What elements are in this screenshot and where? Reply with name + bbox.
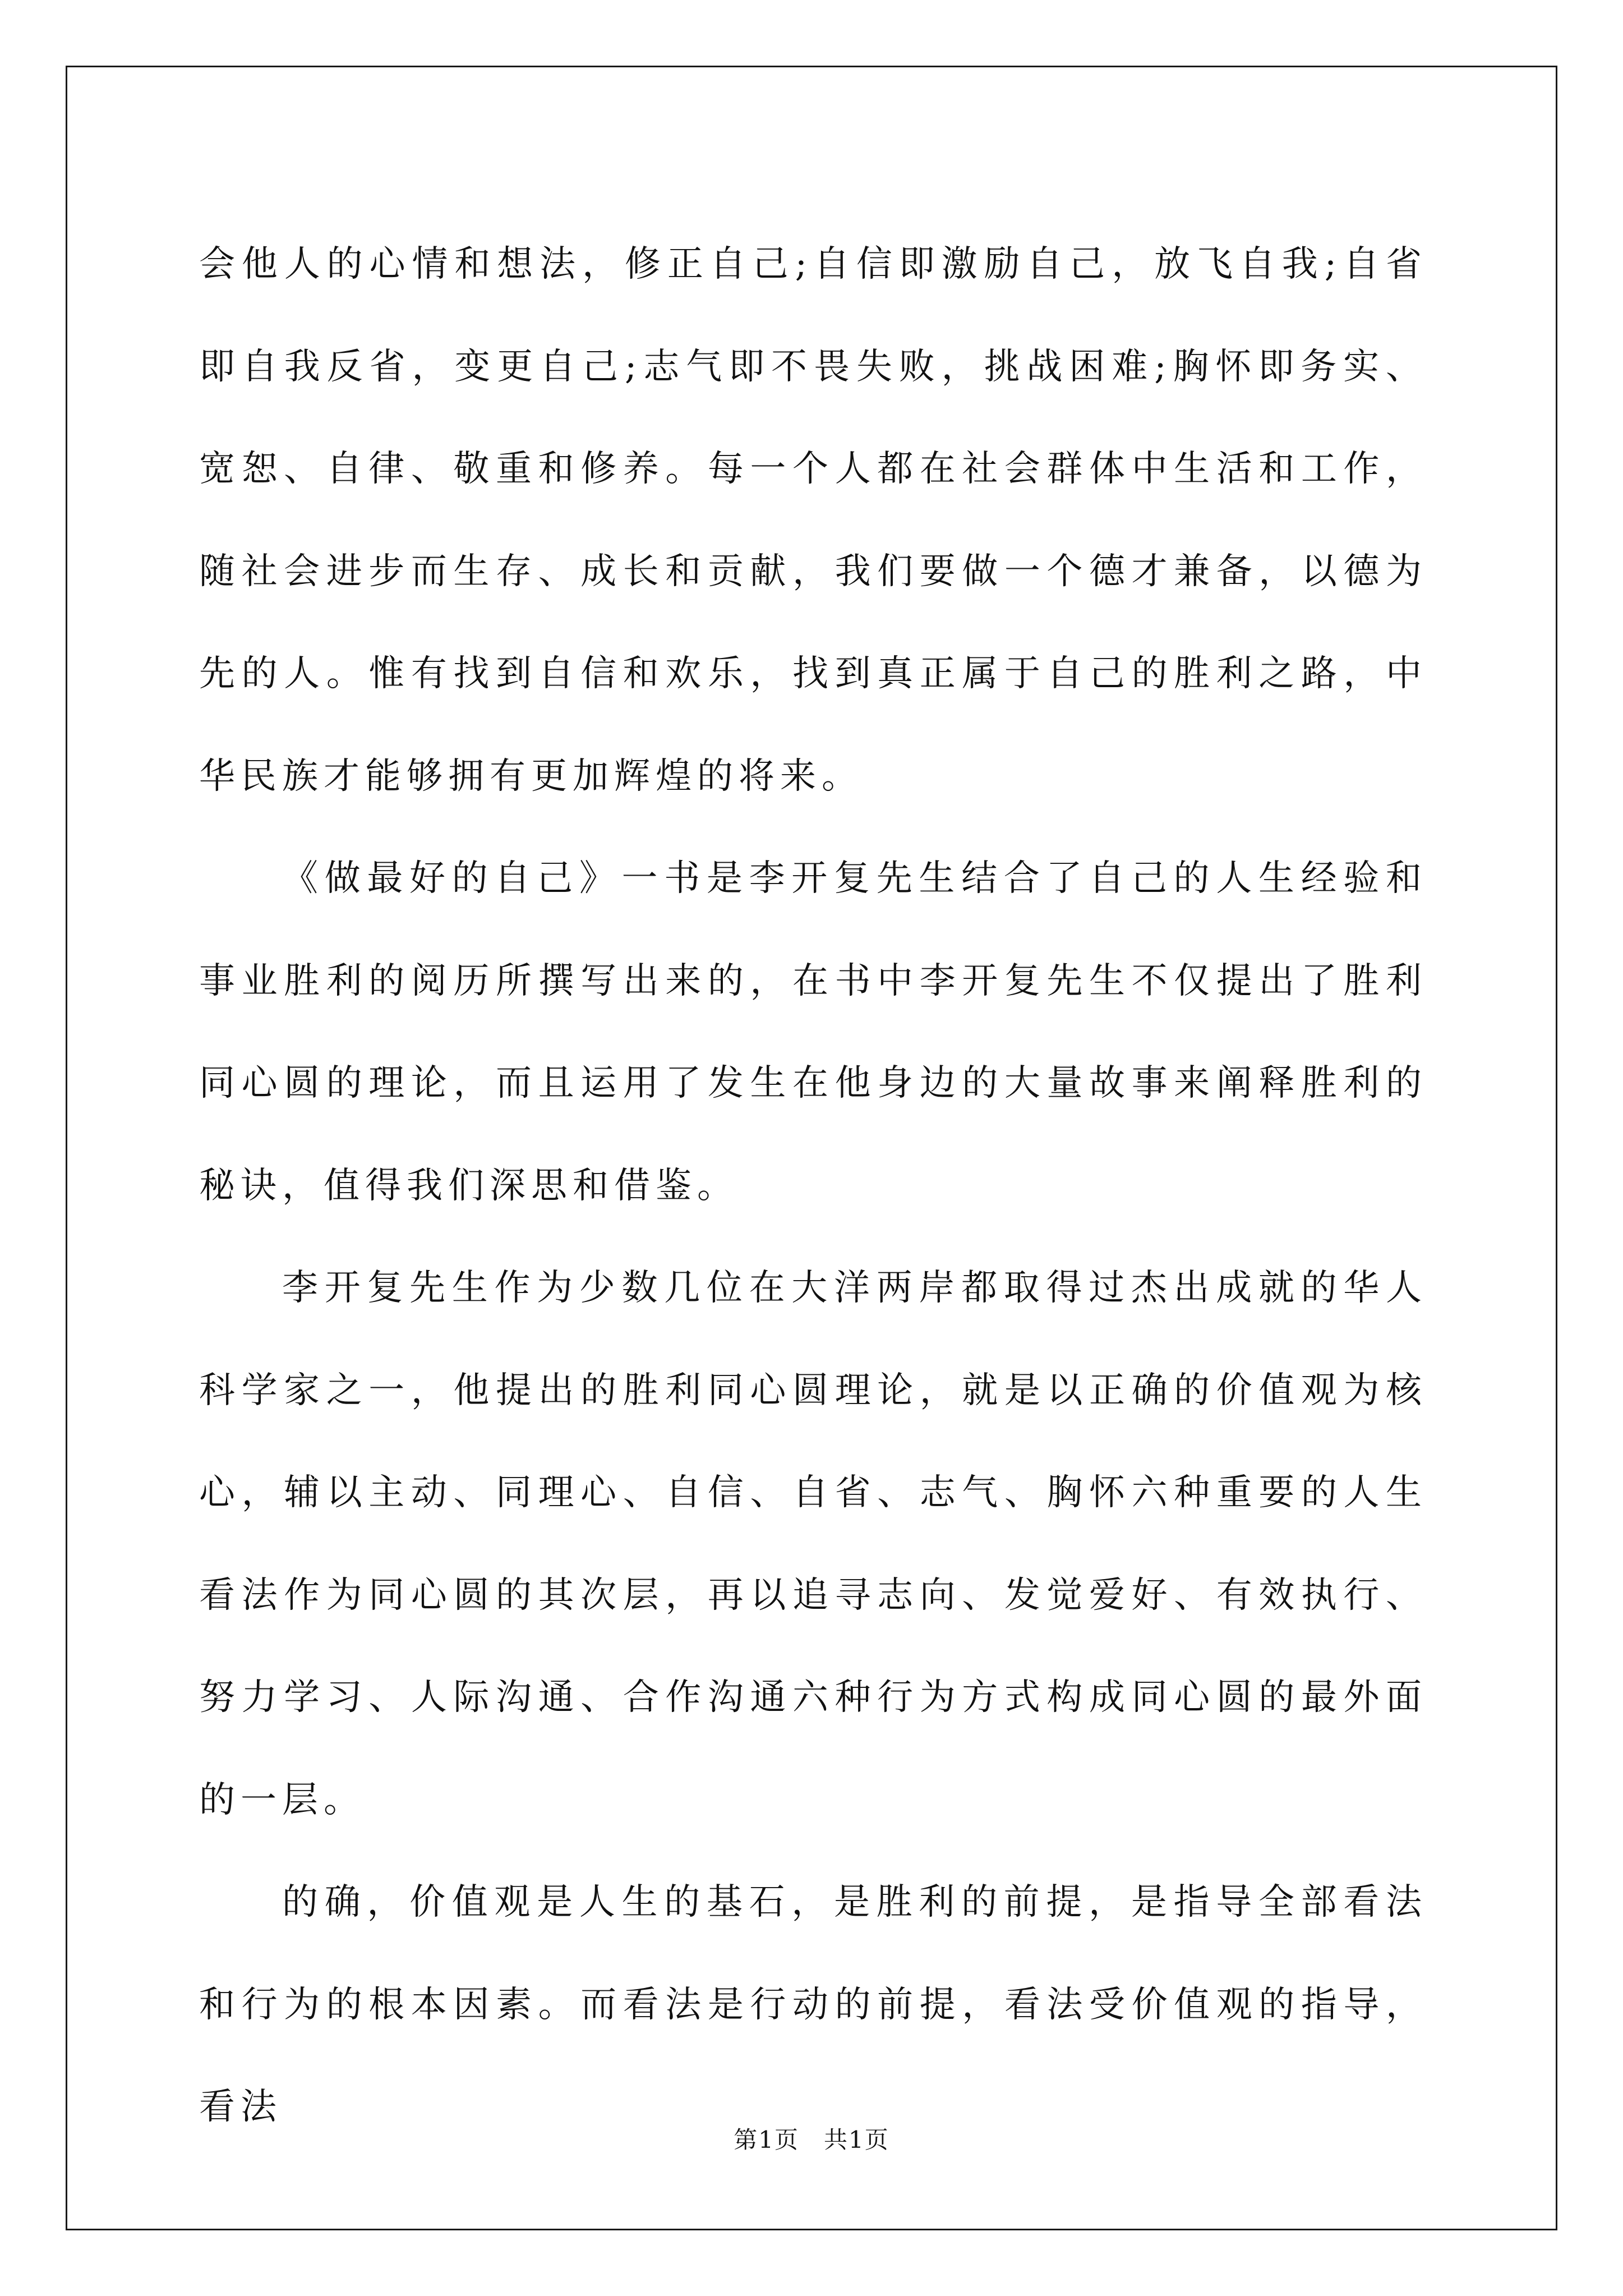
paragraph-2: 《做最好的自己》一书是李开复先生结合了自己的人生经验和事业胜利的阅历所撰写出来的，在书中李开复先生不仅提出了胜利同心圆的理论，而且运用了发生在他身边的大量故事来阐释胜利的秘诀，值得我们深思和借鉴。 bbox=[199, 858, 1427, 1207]
paragraph-4: 的确，价值观是人生的基石，是胜利的前提，是指导全部看法和行为的根本因素。而看法是行动的前提，看法受价值观的指导，看法 bbox=[199, 1881, 1427, 2128]
page-number-footer: 第1页 共1页 bbox=[734, 2126, 889, 2154]
paragraph-1: 会他人的心情和想法，修正自己;自信即激励自己，放飞自我;自省即自我反省，变更自己;志气即不畏失败，挑战困难;胸怀即务实、宽恕、自律、敬重和修养。每一个人都在社会群体中生活和工作，随社会进步而生存、成长和贡献，我们要做一个德才兼备，以德为先的人。惟有找到自信和欢乐，找到真正属于自己的胜利之路，中华民族才能够拥有更加辉煌的将来。 bbox=[199, 243, 1427, 797]
document-body bbox=[199, 213, 1427, 2159]
paragraph-3: 李开复先生作为少数几位在大洋两岸都取得过杰出成就的华人科学家之一，他提出的胜利同心圆理论，就是以正确的价值观为核心，辅以主动、同理心、自信、自省、志气、胸怀六种重要的人生看法作为同心圆的其次层，再以追寻志向、发觉爱好、有效执行、努力学习、人际沟通、合作沟通六种行为方式构成同心圆的最外面的一层。 bbox=[199, 1267, 1427, 1821]
